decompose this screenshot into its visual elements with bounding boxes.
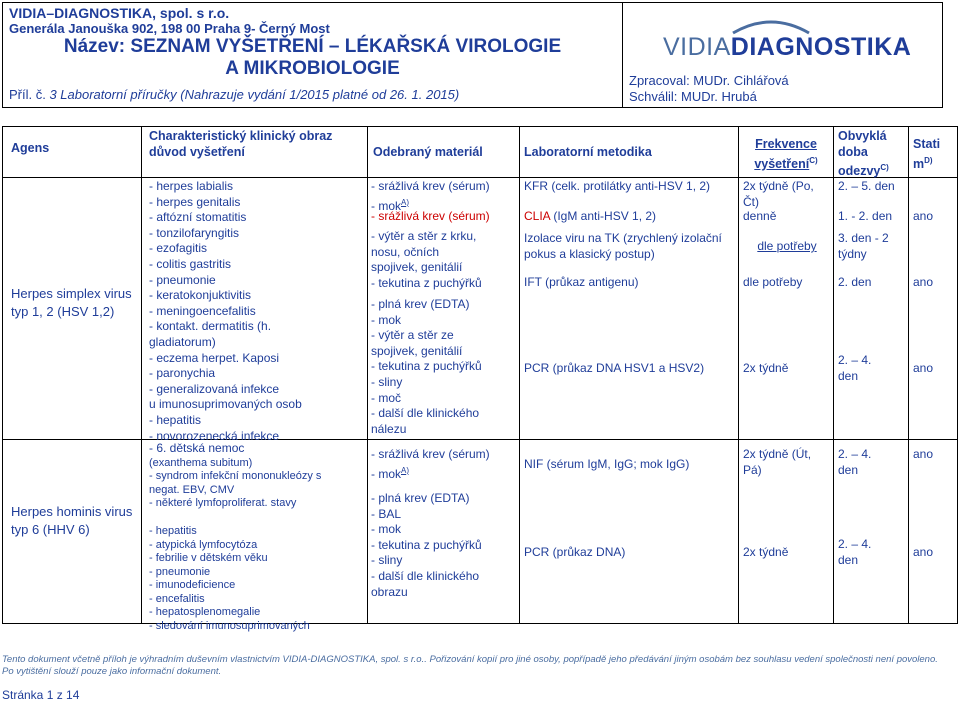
col-header-agens: Agens	[11, 141, 50, 155]
list-line: - další dle klinického	[371, 568, 480, 583]
hhv6-indications-list-b	[149, 525, 364, 633]
col-divider	[908, 127, 909, 623]
header-row-divider	[3, 177, 957, 178]
list-line: - plná krev (EDTA)	[371, 297, 470, 311]
list-line: - atypická lymfocytóza	[149, 538, 258, 551]
r1-method: KFR (celk. protilátky anti-HSV 1, 2)	[524, 179, 711, 193]
r6-method: NIF (sérum IgM, IgG; mok IgG)	[524, 457, 690, 471]
list-line: - tekutina z puchýřků	[371, 537, 482, 552]
r7-material	[371, 491, 516, 600]
list-line: - plná krev (EDTA)	[371, 491, 470, 505]
r1-response: 2. – 5. den	[838, 179, 895, 193]
list-line: spojivek, genitálií	[371, 343, 463, 358]
list-line: - mok	[371, 312, 401, 327]
r2-frequency: denně	[743, 209, 777, 223]
list-line: - hepatitis	[149, 525, 197, 537]
list-line: - pneumonie	[149, 565, 211, 578]
company-logo: VIDIADIAGNOSTIKA	[663, 33, 912, 61]
list-line: - BAL	[371, 506, 402, 521]
col-header-frequency: Frekvence vyšetření$^{C)}$	[754, 137, 818, 171]
list-line: nosu, očních	[371, 244, 440, 259]
r7-method: PCR (průkaz DNA)	[524, 545, 626, 559]
list-line: - sliny	[371, 553, 403, 568]
r7-status: ano	[913, 545, 934, 559]
list-line: - hepatosplenomegalie	[149, 606, 261, 618]
col-header-response: Obvyklá doba odezvy$^{C)}$	[838, 129, 889, 179]
list-line: - tekutina z puchýřků	[371, 359, 482, 374]
list-line: gladiatorum)	[149, 334, 216, 349]
r2-material: - srážlivá krev (sérum)	[371, 209, 490, 223]
r6-material: - srážlivá krev (sérum) - mok$^{A)}$	[371, 447, 490, 481]
r6-frequency: 2x týdně (Út, Pá)	[743, 447, 812, 477]
col-divider	[519, 127, 520, 623]
r3-frequency: dle potřeby	[757, 239, 817, 253]
list-line: - febrilie v dětském věku	[149, 552, 268, 564]
list-line: - sliny	[371, 374, 403, 389]
list-line: spojivek, genitálií	[371, 260, 463, 275]
list-line: u imunosuprimovaných osob	[149, 397, 302, 412]
col-divider	[738, 127, 739, 623]
col-header-status: Stati $m^{D)}$	[913, 137, 941, 171]
col-divider	[833, 127, 834, 623]
list-line: - hepatitis	[149, 412, 202, 427]
list-line: - sledování imunosuprimovaných	[149, 619, 310, 632]
page-number: Stránka 1 z 14	[2, 688, 80, 702]
list-line: - kontakt. dermatitis (h.	[149, 319, 272, 334]
r6-response: 2. – 4. den	[838, 447, 872, 477]
copyright-notice: Tento dokument včetně příloh je výhradním duševním vlastnictvím VIDIA-DIAGNOSTIKA, spol. s r.o.. Pořizování kopií pro jiné osoby, popřípadě jeho předávání jiným osobám bez souhlasu vedení společnosti není povoleno. Po vytištění slouží pouze jako informační dokument.	[2, 654, 938, 677]
document-header	[2, 2, 943, 108]
r7-frequency: 2x týdně	[743, 545, 789, 559]
header-left	[3, 3, 623, 107]
r3-material	[371, 229, 516, 291]
list-line: - colitis gastritis	[149, 256, 232, 271]
list-line: negat. EBV, CMV	[149, 483, 235, 496]
list-line: - aftózní stomatitis	[149, 210, 247, 225]
list-line: - eczema herpet. Kaposi	[149, 350, 280, 365]
list-line: - imunodeficience	[149, 579, 236, 591]
list-line: - keratokonjuktivitis	[149, 288, 252, 303]
approved-by: Schválil: MUDr. Hrubá	[629, 89, 757, 104]
r6-status: ano	[913, 447, 934, 461]
r4-frequency: dle potřeby	[743, 275, 803, 289]
list-line: obrazu	[371, 584, 408, 599]
list-line: - další dle klinického	[371, 406, 480, 421]
r5-frequency: 2x týdně	[743, 361, 789, 375]
list-line: - moč	[371, 390, 401, 405]
r5-status: ano	[913, 361, 934, 375]
list-line: (exanthema subitum)	[149, 456, 253, 469]
list-line: - výtěr a stěr z krku,	[371, 229, 477, 243]
document-reference: Příl. č. 3 Laboratorní příručky (Nahrazuje vydání 1/2015 platné od 26. 1. 2015)	[9, 87, 460, 102]
r2-status: ano	[913, 209, 934, 223]
header-right	[623, 3, 942, 107]
list-line: - tekutina z puchýřků	[371, 275, 482, 290]
list-line: - herpes genitalis	[149, 194, 241, 209]
list-line: - syndrom infekční mononukleózy s	[149, 470, 322, 483]
list-line: - výtěr a stěr ze	[371, 328, 454, 343]
r4-method: IFT (průkaz antigenu)	[524, 275, 639, 289]
r5-material	[371, 297, 516, 437]
r2-response: 1. - 2. den	[838, 209, 893, 223]
prepared-by: Zpracoval: MUDr. Cihlářová	[629, 73, 789, 88]
list-line: - 6. dětská nemoc	[149, 441, 245, 455]
r7-response: 2. – 4. den	[838, 537, 872, 567]
hhv6-indications-list-a	[149, 441, 364, 511]
company-name: VIDIA–DIAGNOSTIKA, spol. s r.o.	[9, 5, 230, 21]
list-line: - novorozenecká infekce	[149, 428, 280, 443]
col-header-material: Odebraný materiál	[373, 145, 483, 159]
list-line: - některé lymfoproliferat. stavy	[149, 497, 297, 510]
list-line: - tonzilofaryngitis	[149, 225, 240, 240]
hsv-indications-list	[149, 179, 364, 444]
agent-divider	[3, 439, 957, 440]
r4-response: 2. den	[838, 275, 872, 289]
r1-frequency: 2x týdně (Po, Čt)	[743, 179, 814, 209]
list-line: - mok	[371, 522, 401, 537]
approvals	[629, 73, 789, 105]
r2-method: CLIA (IgM anti-HSV 1, 2)	[524, 209, 657, 223]
agent-hhv6: Herpes hominis virus typ 6 (HHV 6)	[11, 504, 133, 537]
list-line: - herpes labialis	[149, 179, 234, 193]
col-header-indication: Charakteristický klinický obraz důvod vyšetření	[149, 129, 333, 159]
r5-method: PCR (průkaz DNA HSV1 a HSV2)	[524, 361, 705, 375]
col-divider	[367, 127, 368, 623]
examination-table	[2, 126, 958, 632]
r3-method: Izolace viru na TK (zrychlený izolační pokus a klasický postup)	[524, 231, 722, 261]
col-divider	[141, 127, 142, 623]
list-line: - paronychia	[149, 366, 216, 381]
col-header-method: Laboratorní metodika	[524, 145, 652, 159]
list-line: nálezu	[371, 421, 407, 436]
list-line: - ezofagitis	[149, 241, 208, 256]
agent-hsv: Herpes simplex virus typ 1, 2 (HSV 1,2)	[11, 286, 132, 319]
r5-response: 2. – 4. den	[838, 353, 872, 383]
company-address: Generála Janouška 902, 198 00 Praha 9- Černý Most	[9, 21, 330, 36]
r3-response: 3. den - 2 týdny	[838, 231, 889, 261]
list-line: - encefalitis	[149, 592, 205, 605]
list-line: - pneumonie	[149, 272, 216, 287]
list-line: - generalizovaná infekce	[149, 381, 280, 396]
r1-material: - srážlivá krev (sérum) - mok$^{A)}$	[371, 179, 490, 213]
document-title-line1: Název: SEZNAM VYŠETŘENÍ – LÉKAŘSKÁ VIROLOGIE	[63, 36, 562, 57]
r4-status: ano	[913, 275, 934, 289]
list-line: - meningoencefalitis	[149, 303, 256, 318]
document-title-line2: A MIKROBIOLOGIE	[225, 58, 400, 79]
